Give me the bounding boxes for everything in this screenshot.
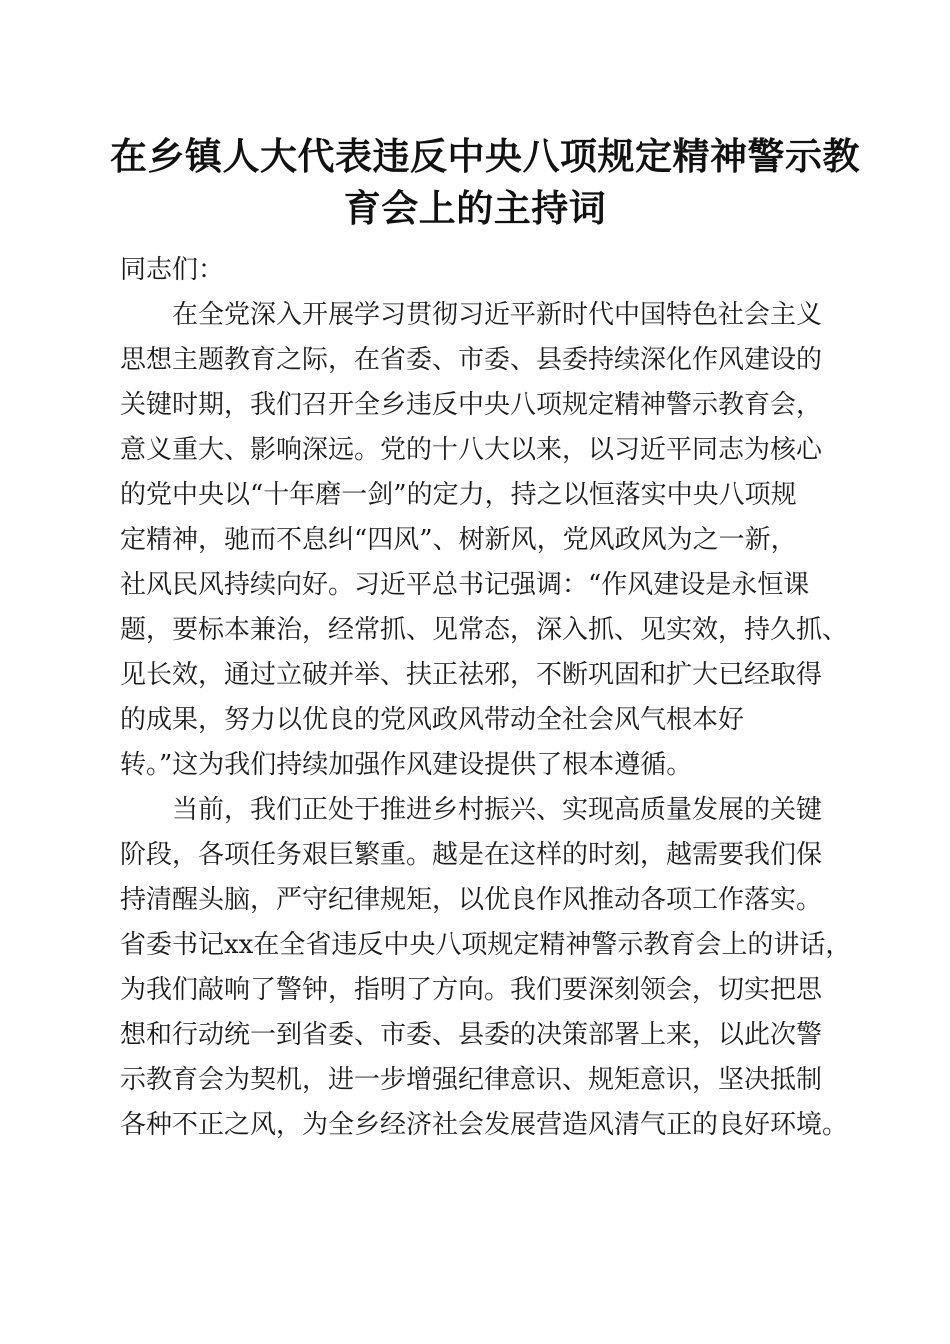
paragraph-line: 想和行动统一到省委、市委、县委的决策部署上来，以此次警 [120,1020,823,1050]
paragraph-line: 省委书记xx在全省违反中央八项规定精神警示教育会上的讲话， [120,930,852,960]
paragraph-line: 思想主题教育之际，在省委、市委、县委持续深化作风建设的 [120,345,823,375]
paragraph-1 [120,293,849,788]
paragraph-2 [120,788,852,1148]
paragraph-line: 定精神，驰而不息纠“四风”、树新风，党风政风为之一新， [120,525,797,555]
paragraph-line: 转。”这为我们持续加强作风建设提供了根本遵循。 [120,750,693,780]
paragraph-line: 当前，我们正处于推进乡村振兴、实现高质量发展的关键 [172,795,823,825]
title-line: 育会上的主持词 [343,186,607,230]
paragraph-line: 社风民风持续向好。习近平总书记强调：“作风建设是永恒课 [120,570,810,600]
paragraph-line: 示教育会为契机，进一步增强纪律意识、规矩意识，坚决抵制 [120,1065,823,1095]
paragraph-line: 见长效，通过立破并举、扶正祛邪，不断巩固和扩大已经取得 [120,660,823,690]
paragraph-line: 关键时期，我们召开全乡违反中央八项规定精神警示教育会， [120,390,823,420]
salutation: 同志们： [120,255,225,285]
paragraph-line: 意义重大、影响深远。党的十八大以来，以习近平同志为核心 [120,435,823,465]
paragraph-line: 的成果，努力以优良的党风政风带动全社会风气根本好 [120,705,745,735]
paragraph-line: 在全党深入开展学习贯彻习近平新时代中国特色社会主义 [172,300,823,330]
paragraph-line: 各种不正之风，为全乡经济社会发展营造风清气正的良好环境。 [120,1110,849,1140]
paragraph-line: 的党中央以“十年磨一剑”的定力，持之以恒落实中央八项规 [120,480,797,510]
document-title [110,130,860,234]
paragraph-line: 为我们敲响了警钟，指明了方向。我们要深刻领会，切实把思 [120,975,823,1005]
paragraph-line: 持清醒头脑，严守纪律规矩，以优良作风推动各项工作落实。 [120,885,823,915]
paragraph-line: 题，要标本兼治，经常抓、见常态，深入抓、见实效，持久抓、 [120,615,849,645]
document-body [120,248,852,1148]
paragraph-line: 阶段，各项任务艰巨繁重。越是在这样的时刻，越需要我们保 [120,840,823,870]
title-line: 在乡镇人大代表违反中央八项规定精神警示教 [110,134,860,178]
